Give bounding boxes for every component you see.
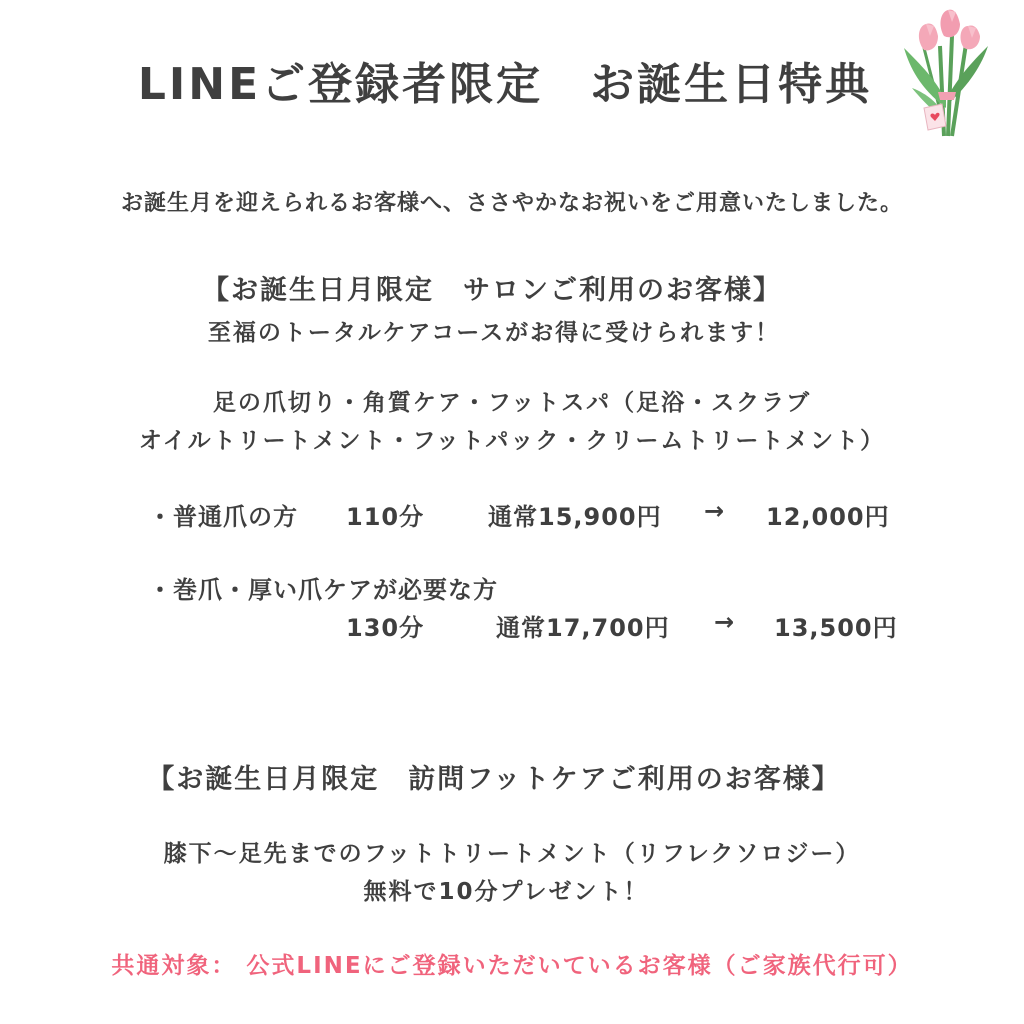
arrow-right-icon: → [704, 497, 726, 525]
salon-menu-line1: 足の爪切り・角質ケア・フットスパ（足浴・スクラブ [212, 390, 812, 416]
plan-name: ・巻爪・厚い爪ケアが必要な方 [148, 576, 498, 604]
tulip-bouquet-icon [900, 8, 992, 142]
salon-heading: 【お誕生日月限定 サロンご利用のお客様】 [202, 275, 782, 306]
plan-regular-price: 通常17,700円 [496, 614, 670, 642]
eligibility-note: 共通対象： 公式LINEにご登録いただいているお客様（ご家族代行可） [111, 953, 913, 979]
plan-duration: 110分 [346, 503, 425, 531]
salon-menu-line2: オイルトリートメント・フットパック・クリームトリートメント） [138, 428, 886, 454]
plan-regular-price: 通常15,900円 [488, 503, 662, 531]
plan-name: ・普通爪の方 [148, 503, 298, 531]
plan-duration: 130分 [346, 614, 425, 642]
visit-heading: 【お誕生日月限定 訪問フットケアご利用のお客様】 [147, 764, 841, 795]
visit-line1: 膝下〜足先までのフットトリートメント（リフレクソロジー） [163, 841, 861, 867]
salon-subheading: 至福のトータルケアコースがお得に受けられます！ [207, 320, 781, 346]
intro-text: お誕生月を迎えられるお客様へ、ささやかなお祝いをご用意いたしました。 [120, 191, 903, 216]
page-title: LINEご登録者限定 お誕生日特典 [137, 59, 873, 110]
plan-special-price: 13,500円 [774, 614, 898, 642]
arrow-right-icon: → [714, 608, 736, 636]
visit-line2: 無料で10分プレゼント！ [363, 879, 649, 905]
plan-special-price: 12,000円 [766, 503, 890, 531]
